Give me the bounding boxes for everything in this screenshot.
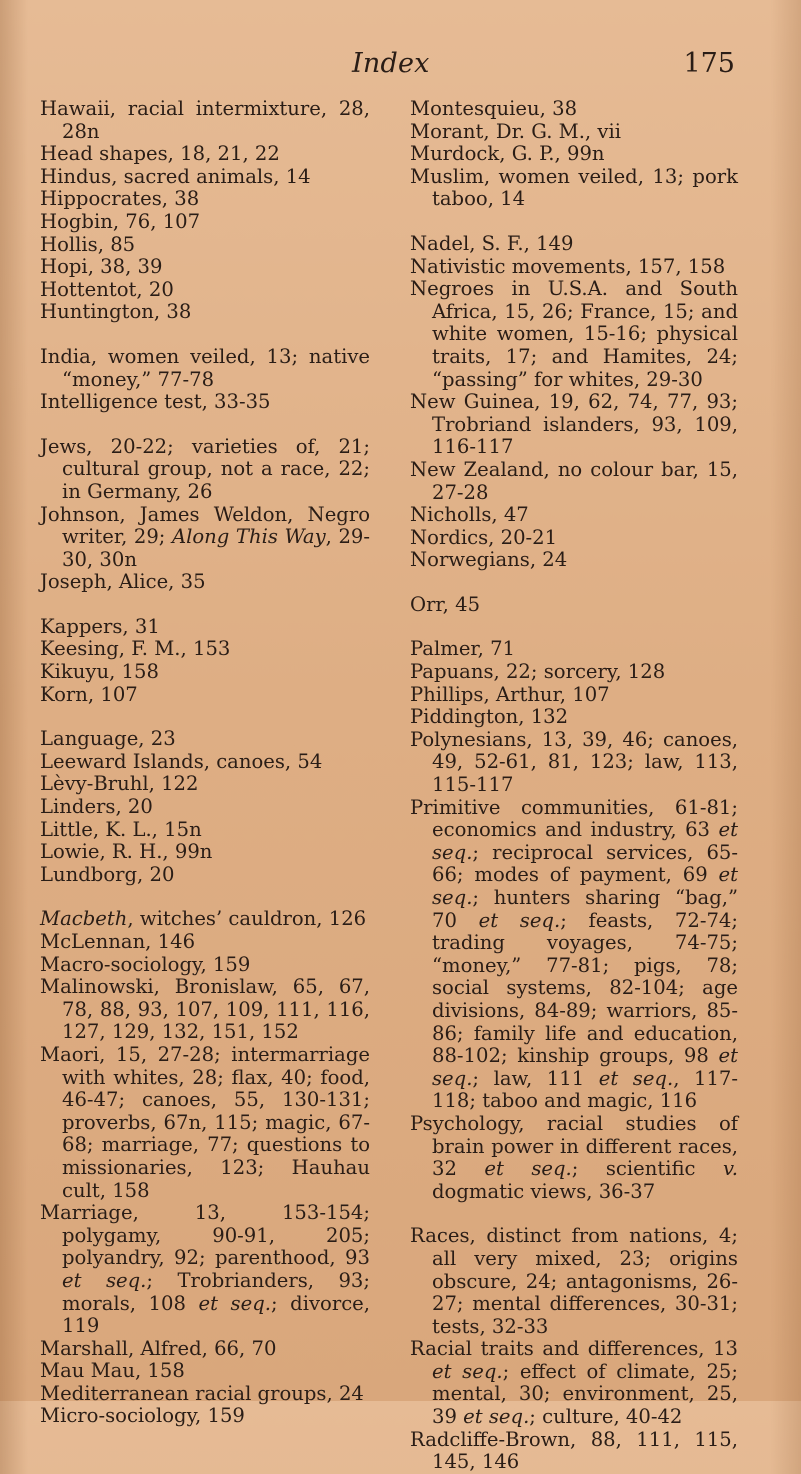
index-column-right bbox=[410, 98, 738, 1474]
index-entry: Hollis, 85 bbox=[40, 232, 136, 256]
index-entry: Radcliffe-Brown, 88, 111, 115, 145, 146 bbox=[410, 1427, 738, 1474]
section-gap bbox=[40, 324, 370, 346]
index-entry: Keesing, F. M., 153 bbox=[40, 637, 231, 661]
index-entry: Kikuyu, 158 bbox=[40, 660, 159, 684]
index-entry: Negroes in U.S.A. and South Africa, 15, 26; France, 15; and white women, 15-16; physical traits, 17; and Hamites, 24; “passing” for whites, 29-30 bbox=[410, 277, 738, 391]
index-entry: Little, K. L., 15n bbox=[40, 817, 202, 841]
index-entry: Huntington, 38 bbox=[40, 300, 192, 324]
index-entry: Nativistic movements, 157, 158 bbox=[410, 254, 726, 278]
index-entry: Piddington, 132 bbox=[410, 705, 569, 729]
running-title: Index bbox=[352, 48, 430, 79]
index-entry: Intelligence test, 33-35 bbox=[40, 390, 271, 414]
index-entry: Nadel, S. F., 149 bbox=[410, 231, 574, 255]
section-gap bbox=[410, 572, 738, 594]
section-gap bbox=[410, 211, 738, 233]
index-entry: Head shapes, 18, 21, 22 bbox=[40, 142, 280, 166]
index-entry: Linders, 20 bbox=[40, 795, 153, 819]
index-entry: Muslim, women veiled, 13; pork taboo, 14 bbox=[410, 164, 738, 211]
index-entry: Language, 23 bbox=[40, 727, 176, 751]
index-entry: Racial traits and differences, 13 et seq.; effect of climate, 25; mental, 30; environment, 25, 39 et seq.; culture, 40-42 bbox=[410, 1337, 738, 1429]
index-entry: Mau Mau, 158 bbox=[40, 1359, 185, 1383]
index-entry: Psychology, racial studies of brain power in different races, 32 et seq.; scientific v. dogmatic views, 36-37 bbox=[410, 1111, 738, 1203]
index-entry: Races, distinct from nations, 4; all very mixed, 23; origins obscure, 24; antagonisms, 26-27; mental differences, 30-31; tests, 32-33 bbox=[410, 1224, 738, 1338]
index-entry: Micro-sociology, 159 bbox=[40, 1404, 245, 1428]
section-gap bbox=[410, 616, 738, 638]
index-entry: Palmer, 71 bbox=[410, 637, 516, 661]
index-entry: Johnson, James Weldon, Negro writer, 29; Along This Way, 29-30, 30n bbox=[40, 502, 370, 571]
index-entry: Hindus, sacred animals, 14 bbox=[40, 164, 311, 188]
index-column-left bbox=[40, 98, 370, 1428]
index-entry: Primitive communities, 61-81; economics and industry, 63 et seq.; reciprocal services, 65-66; modes of payment, 69 et seq.; hunters sharing “bag,” 70 et seq.; feasts, 72-74; trading voyages, 74-75; “money,” 77-81; pigs, 78; social systems, 82-104; age divisions, 84-89; warriors, 85-86; family life and education, 88-102; kinship groups, 98 et seq.; law, 111 et seq., 117-118; taboo and magic, 116 bbox=[410, 795, 738, 1113]
index-entry: Jews, 20-22; varieties of, 21; cultural group, not a race, 22; in Germany, 26 bbox=[40, 434, 370, 503]
index-entry: Mediterranean racial groups, 24 bbox=[40, 1381, 364, 1405]
index-entry: Nicholls, 47 bbox=[410, 503, 529, 527]
page-number: 175 bbox=[683, 48, 735, 79]
section-gap bbox=[40, 594, 370, 616]
index-entry: Marshall, Alfred, 66, 70 bbox=[40, 1336, 277, 1360]
index-entry: Joseph, Alice, 35 bbox=[40, 570, 206, 594]
index-entry: Maori, 15, 27-28; intermarriage with whites, 28; flax, 40; food, 46-47; canoes, 55, 130-131; proverbs, 67n, 115; magic, 67-68; marriage, 77; questions to missionaries, 123; Hauhau cult, 158 bbox=[40, 1042, 370, 1202]
index-entry: McLennan, 146 bbox=[40, 930, 196, 953]
index-entry: Phillips, Arthur, 107 bbox=[410, 682, 610, 706]
index-entry: Lèvy-Bruhl, 122 bbox=[40, 772, 199, 796]
index-entry: Hottentot, 20 bbox=[40, 277, 174, 301]
page-header bbox=[40, 48, 735, 88]
section-gap bbox=[410, 1203, 738, 1225]
index-entry: Leeward Islands, canoes, 54 bbox=[40, 749, 323, 773]
index-entry: Montesquieu, 38 bbox=[410, 97, 578, 120]
index-entry: India, women veiled, 13; native “money,” 77-78 bbox=[40, 344, 370, 391]
index-entry: Morant, Dr. G. M., vii bbox=[410, 119, 621, 143]
index-entry: Lowie, R. H., 99n bbox=[40, 840, 213, 864]
index-entry: New Zealand, no colour bar, 15, 27-28 bbox=[410, 457, 738, 504]
index-entry: Murdock, G. P., 99n bbox=[410, 142, 605, 166]
index-entry: Polynesians, 13, 39, 46; canoes, 49, 52-61, 81, 123; law, 113, 115-117 bbox=[410, 727, 738, 797]
index-entry: Macro-sociology, 159 bbox=[40, 952, 251, 976]
section-gap bbox=[40, 414, 370, 436]
index-entry: Malinowski, Bronislaw, 65, 67, 78, 88, 93, 107, 109, 111, 116, 127, 129, 132, 151, 152 bbox=[40, 975, 370, 1044]
index-entry: Hogbin, 76, 107 bbox=[40, 209, 201, 233]
section-gap bbox=[40, 886, 370, 908]
index-entry: Marriage, 13, 153-154; polygamy, 90-91, 205; polyandry, 92; parenthood, 93 et seq.; Trobrianders, 93; morals, 108 et seq.; divorce, 119 bbox=[40, 1201, 370, 1338]
index-entry: Norwegians, 24 bbox=[410, 548, 568, 572]
index-entry: Hawaii, racial intermixture, 28, 28n bbox=[40, 97, 370, 143]
index-entry: Nordics, 20-21 bbox=[410, 525, 558, 549]
index-entry: Orr, 45 bbox=[410, 592, 481, 616]
index-entry: Papuans, 22; sorcery, 128 bbox=[410, 660, 666, 684]
index-entry: Lundborg, 20 bbox=[40, 862, 175, 886]
index-entry: Kappers, 31 bbox=[40, 614, 160, 638]
index-entry: New Guinea, 19, 62, 74, 77, 93; Trobriand islanders, 93, 109, 116-117 bbox=[410, 390, 738, 459]
index-entry: Hopi, 38, 39 bbox=[40, 255, 163, 279]
section-gap bbox=[40, 706, 370, 728]
index-entry: Korn, 107 bbox=[40, 682, 138, 706]
index-entry: Hippocrates, 38 bbox=[40, 187, 200, 211]
index-entry: Macbeth, witches’ cauldron, 126 bbox=[40, 907, 367, 931]
